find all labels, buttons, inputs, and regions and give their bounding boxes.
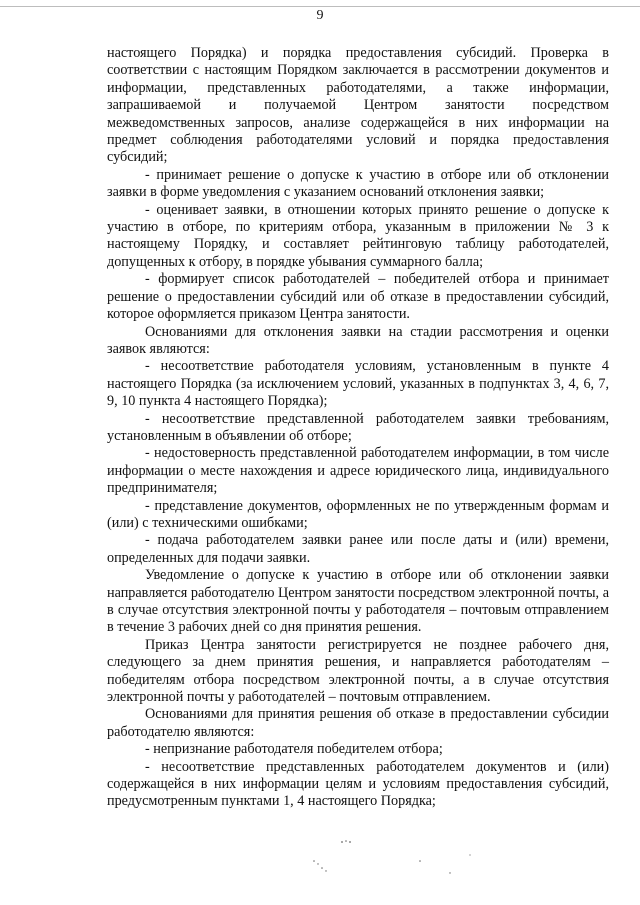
paragraph: настоящего Порядка) и порядка предоставления субсидий. Проверка в соответствии с настоящим Порядком заключается в рассмотрении документов и информации, представленных работодателями, а также информации, запрашиваемой и получаемой Центром занятости посредством межведомственных запросов, анализе содержащейся в них информации на предмет соблюдения работодателями условий и порядка предоставления субсидий; [107,45,609,166]
list-item: - несоответствие представленной работодателем заявки требованиям, установленным в объявлении об отборе; [107,410,609,444]
paragraph: Основаниями для отклонения заявки на стадии рассмотрения и оценки заявок являются: [107,323,609,357]
paragraph: Уведомление о допуске к участию в отборе или об отклонении заявки направляется работодателю Центром занятости посредством электронной почты, а в случае отсутствия электронной почты у работодателя – почтовым отправлением в течение 3 рабочих дней со дня принятия решения. [107,567,609,636]
list-item: - подача работодателем заявки ранее или после даты и (или) времени, определенных для подачи заявки. [107,532,609,566]
scan-specks [300,835,500,885]
list-item: - недостоверность представленной работодателем информации, в том числе информации о месте нахождения и адресе юридического лица, индивидуального предпринимателя; [107,445,609,497]
list-item: - представление документов, оформленных не по утвержденным формам и (или) с техническими ошибками; [107,497,609,531]
list-item: - непризнание работодателя победителем отбора; [145,741,443,758]
scan-edge-line [0,6,640,7]
paragraph: Приказ Центра занятости регистрируется не позднее рабочего дня, следующего за днем принятия решения, и направляется работодателям – победителям отбора посредством электронной почты, а в случае отсутствия электронной почты у работодателей – почтовым отправлением. [107,636,609,706]
document-body [107,45,609,811]
list-item: - оценивает заявки, в отношении которых принято решение о допуске к участию в отборе, по критериям отбора, указанным в приложении № 3 к настоящему Порядку, и составляет рейтинговую таблицу работодателей, допущенных к отбору, в порядке убывания суммарного балла; [107,201,609,270]
page-number: 9 [316,8,324,23]
list-item: - несоответствие работодателя условиям, установленным в пункте 4 настоящего Порядка (за исключением условий, указанных в подпунктах 3, 4, 6, 7, 9, 10 пункта 4 настоящего Порядка); [107,358,609,410]
list-item: - принимает решение о допуске к участию в отборе или об отклонении заявки в форме уведомления с указанием оснований отклонения заявки; [107,166,609,201]
list-item: - несоответствие представленных работодателем документов и (или) содержащейся в них информации целям и условиям предоставления субсидий, предусмотренным пунктами 1, 4 настоящего Порядка; [107,758,609,810]
list-item: - формирует список работодателей – победителей отбора и принимает решение о предоставлении субсидий или об отказе в предоставлении субсидий, которое оформляется приказом Центра занятости. [107,271,609,323]
paragraph: Основаниями для принятия решения об отказе в предоставлении субсидии работодателю являются: [107,706,609,740]
